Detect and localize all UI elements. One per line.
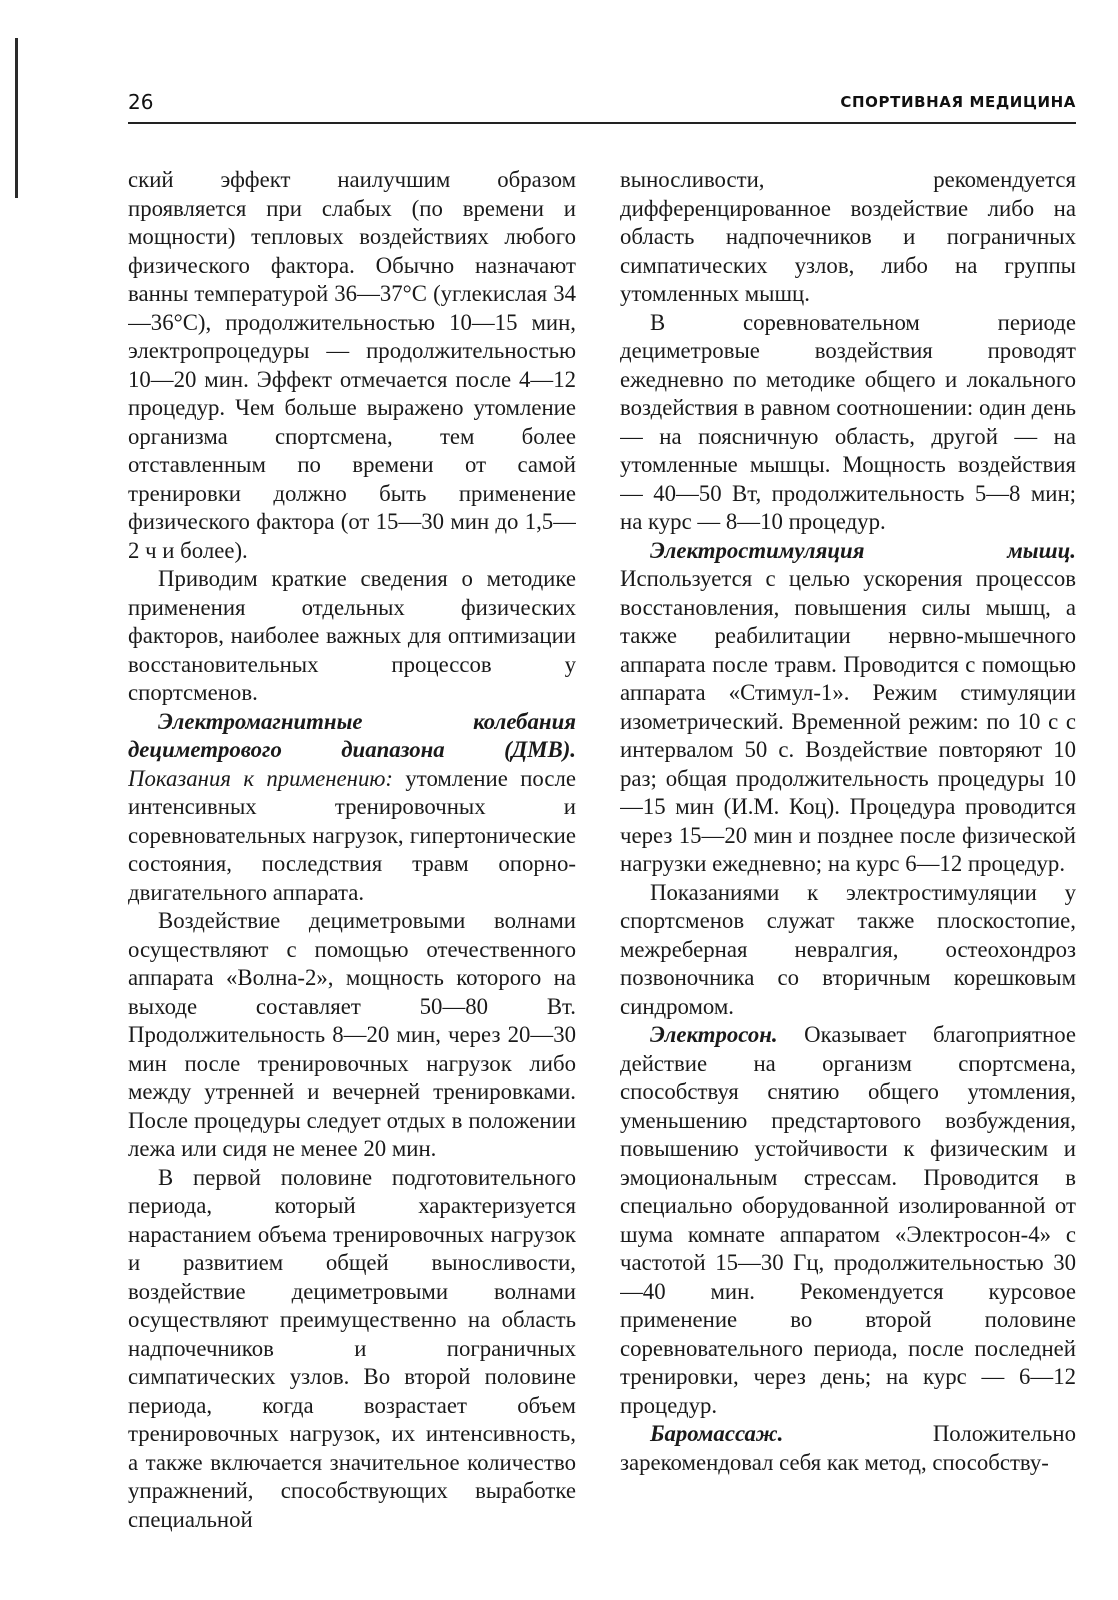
section-heading-dmv: Электромагнитные колебания дециметрового диапазона (ДМВ). [128, 708, 576, 762]
indications-text: утомление после интенсивных тренировочных и соревновательных нагрузок, гипертонические состояния, последствия травм опорно-двигательного аппарата. [128, 765, 576, 905]
paragraph-continuation-right: выносливости, рекомендуется дифференцированное воздействие либо на область надпочечников и пограничных симпатических узлов, либо на группы утомленных мышц. [620, 167, 1076, 306]
electrostimulation-text: Используется с целью ускорения процессов восстановления, повышения силы мышц, а также реабилитации нервно-мышечного аппарата после травм. Проводится с помощью аппарата «Стимул-1». Режим стимуляции изометрический. Временной режим: по 10 с с интервалом 50 с. Воздействие повторяют 10 раз; общая продолжительность процедуры 10—15 мин (И.М. Коц). Процедура проводится через 15—20 мин и позднее после физической нагрузки ежедневно; на курс 6—12 процедур. [620, 566, 1076, 876]
indications-label: Показания к применению: [128, 765, 394, 791]
scan-edge-mark [15, 38, 18, 198]
paragraph-electrosleep [620, 1021, 1076, 1420]
section-heading-electrosleep: Электросон. [650, 1022, 778, 1047]
paragraph-electrostimulation [620, 537, 1076, 879]
running-title: СПОРТИВНАЯ МЕДИЦИНА [840, 93, 1076, 111]
page-header [128, 88, 1076, 124]
paragraph-dmv-indications [128, 708, 576, 908]
paragraph-electrostimulation-indications: Показаниями к электростимуляции у спортсменов служат также плоскостопие, межреберная невралгия, остеохондроз позвоночника со вторичным корешковым синдромом. [620, 879, 1076, 1019]
electrosleep-text: Оказывает благоприятное действие на организм спортсмена, способствуя снятию общего утомления, уменьшению предстартового возбуждения, повышению устойчивости к физическим и эмоциональным стрессам. Проводится в специально оборудованной изолированной от шума комнате аппаратом «Электросон-4» с частотой 15—30 Гц, продолжительностью 30—40 мин. Рекомендуется курсовое применение во второй половине соревновательного периода, после последней тренировки, через день; на курс — 6—12 процедур. [620, 1022, 1076, 1418]
section-heading-baromassage: Баромассаж. [650, 1421, 784, 1446]
page-number: 26 [128, 90, 154, 114]
section-heading-electrostimulation: Электростимуляция мышц. [650, 537, 1076, 563]
paragraph-competition-period: В соревновательном периоде дециметровые воздействия проводят ежедневно по методике общего и локального воздействия в равном соотношении: один день — на поясничную область, другой — на утомленные мышцы. Мощность воздействия — 40—50 Вт, продолжительность 5—8 мин; на курс — 8—10 процедур. [620, 309, 1076, 534]
paragraph-intro-factors: Приводим краткие сведения о методике применения отдельных физических факторов, наиболее важных для оптимизации восстановительных процессов у спортсменов. [128, 566, 576, 705]
paragraph-dmv-procedure: Воздействие дециметровыми волнами осуществляют с помощью отечественного аппарата «Волна-2», мощность которого на выходе составляет 50—80 Вт. Продолжительность 8—20 мин, через 20—30 мин после тренировочных нагрузок либо между утренней и вечерней тренировками. После процедуры следует отдых в положении лежа или сидя не менее 20 мин. [128, 908, 576, 1161]
baromassage-text: Положительно зарекомендовал себя как метод, способству- [620, 1421, 1076, 1475]
paragraph-preparatory-period: В первой половине подготовительного периода, который характеризуется нарастанием объема тренировочных нагрузок и развитием общей выносливости, воздействие дециметровыми волнами осуществляют преимущественно на область надпочечников и пограничных симпатических узлов. Во второй половине периода, когда возрастает объем тренировочных нагрузок, их интенсивность, а также включается значительное количество упражнений, способствующих выработке специальной [128, 1164, 576, 1532]
paragraph-baromassage [620, 1420, 1076, 1477]
paragraph-continuation: ский эффект наилучшим образом проявляется при слабых (по времени и мощности) тепловых воздействиях любого физического фактора. Обычно назначают ванны температурой 36—37°C (углекислая 34—36°C), продолжительностью 10—15 мин, электропроцедуры — продолжительностью 10—20 мин. Эффект отмечается после 4—12 процедур. Чем больше выражено утомление организма спортсмена, тем более отставленным по времени от самой тренировки должно быть применение физического фактора (от 15—30 мин до 1,5—2 ч и более). [128, 167, 576, 563]
left-column [128, 166, 576, 1586]
right-column [620, 166, 1076, 1586]
